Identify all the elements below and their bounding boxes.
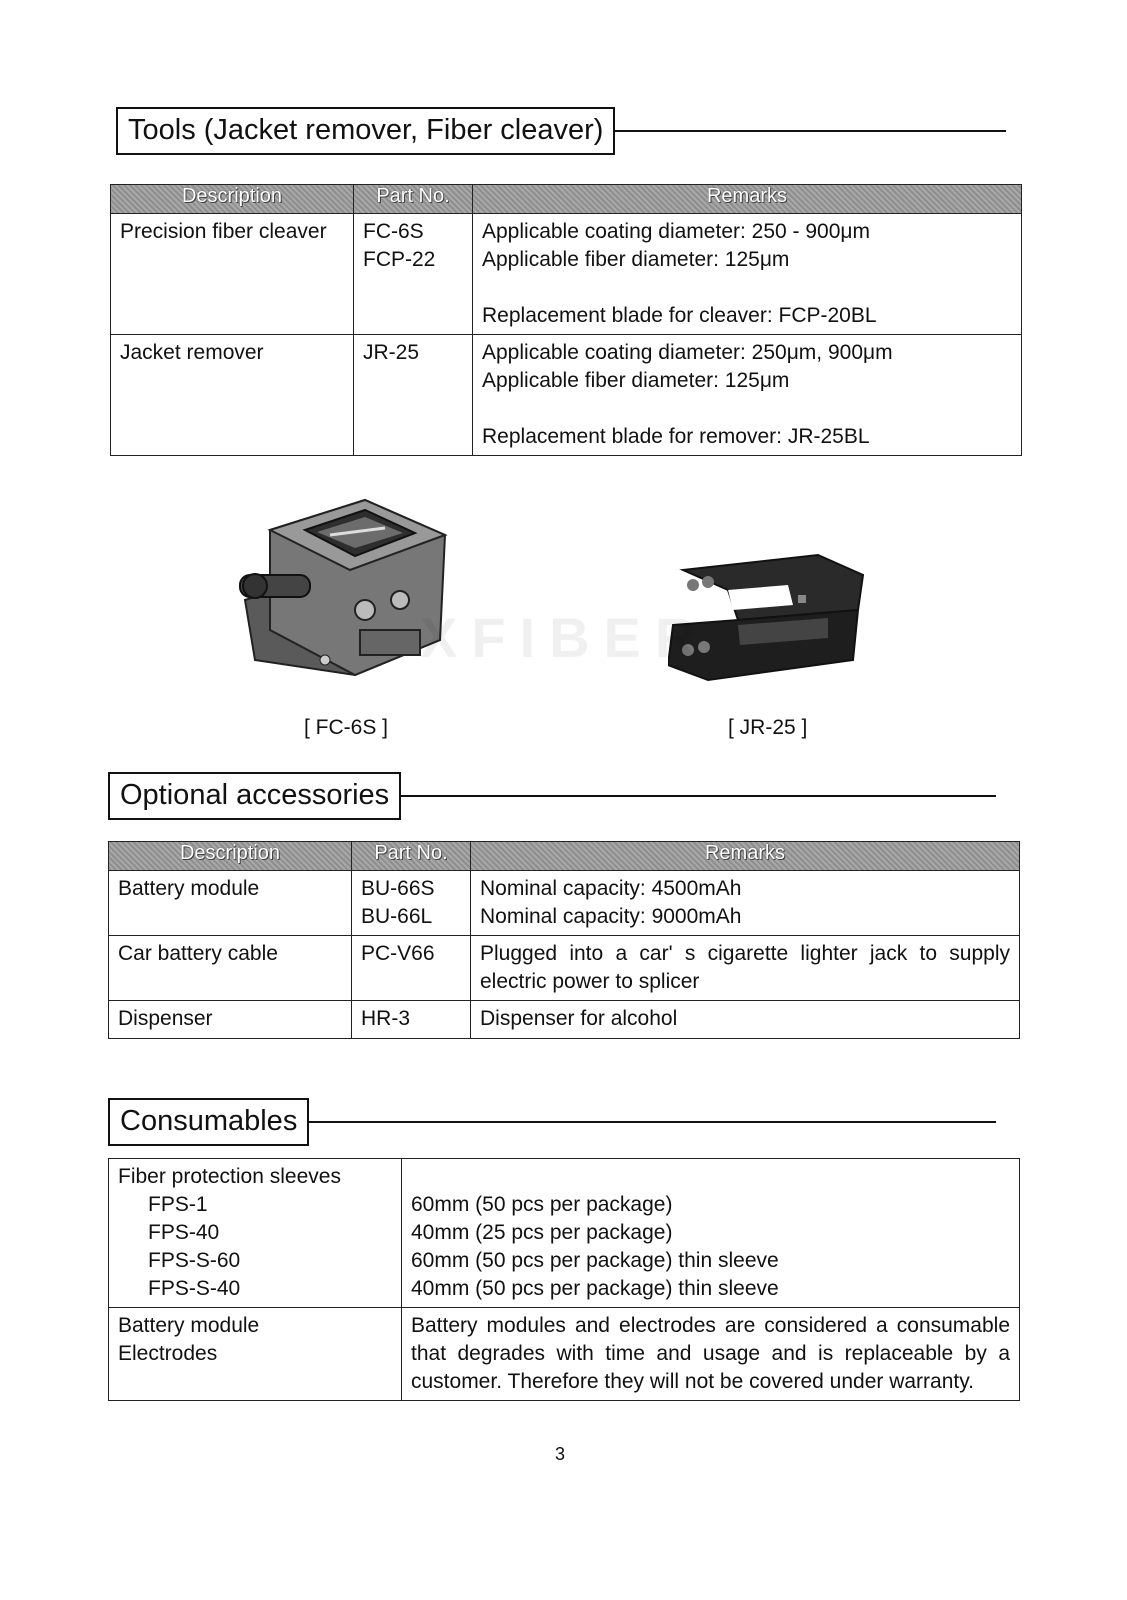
row-remark: Replacement blade for remover: JR-25BL	[482, 425, 870, 448]
optional-section-title	[108, 772, 996, 820]
row-part-no: BU-66S	[361, 877, 435, 900]
sleeve-spec: 40mm (25 pcs per package)	[411, 1221, 673, 1244]
table-row	[109, 1159, 1020, 1308]
optional-title: Optional accessories	[108, 772, 401, 820]
row-remark: Dispenser for alcohol	[480, 1007, 678, 1030]
row-remark: Replacement blade for cleaver: FCP-20BL	[482, 304, 877, 327]
row-remark: Nominal capacity: 9000mAh	[480, 905, 742, 928]
sleeve-name: FPS-1	[148, 1193, 208, 1216]
warranty-note: Battery modules and electrodes are considered a consumable that degrades with time and usage and is replaceable by a customer. Therefore they will not be covered under warranty.	[411, 1314, 1010, 1393]
row-description: Car battery cable	[118, 942, 278, 965]
optional-table	[108, 841, 1020, 1039]
row-remark: Applicable coating diameter: 250μm, 900μm	[482, 341, 893, 364]
row-description: Precision fiber cleaver	[120, 220, 327, 243]
consumable-item: Electrodes	[118, 1342, 218, 1365]
consumable-item: Battery module	[118, 1314, 260, 1337]
sleeve-spec: 40mm (50 pcs per package) thin sleeve	[411, 1277, 779, 1300]
consumables-section-title	[108, 1098, 996, 1146]
header-description: Description	[109, 842, 352, 871]
jr25-caption: [ JR-25 ]	[728, 716, 808, 739]
row-remark: Applicable fiber diameter: 125μm	[482, 369, 790, 392]
tools-section-title	[116, 107, 1006, 155]
page-number: 3	[555, 1444, 566, 1464]
table-row	[111, 335, 1022, 456]
title-rule	[309, 1121, 996, 1123]
row-part-no: PC-V66	[361, 942, 435, 965]
fc6s-caption: [ FC-6S ]	[304, 716, 389, 739]
row-part-no: FC-6S	[363, 220, 424, 243]
table-header-row	[111, 185, 1022, 214]
sleeve-name: FPS-S-60	[148, 1249, 241, 1272]
header-part-no: Part No.	[354, 185, 473, 214]
tools-table	[110, 184, 1022, 456]
row-part-no: JR-25	[363, 341, 420, 364]
title-rule	[401, 795, 996, 797]
row-remark: Applicable coating diameter: 250 - 900μm	[482, 220, 870, 243]
table-header-row	[109, 842, 1020, 871]
row-part-no: HR-3	[361, 1007, 411, 1030]
table-row	[111, 214, 1022, 335]
row-remark: Plugged into a car' s cigarette lighter jack to supply electric power to splicer	[480, 942, 1010, 993]
header-part-no: Part No.	[352, 842, 471, 871]
sleeve-spec: 60mm (50 pcs per package)	[411, 1193, 673, 1216]
header-description: Description	[111, 185, 354, 214]
sleeve-name: FPS-S-40	[148, 1277, 241, 1300]
table-row	[109, 936, 1020, 1001]
tools-title: Tools (Jacket remover, Fiber cleaver)	[116, 107, 615, 155]
table-row	[109, 1308, 1020, 1401]
sleeve-name: FPS-40	[148, 1221, 220, 1244]
row-part-no: BU-66L	[361, 905, 433, 928]
header-remarks: Remarks	[473, 185, 1022, 214]
header-remarks: Remarks	[471, 842, 1020, 871]
row-description: Jacket remover	[120, 341, 264, 364]
row-part-no: FCP-22	[363, 248, 436, 271]
row-description: Dispenser	[118, 1007, 213, 1030]
consumables-table	[108, 1158, 1020, 1401]
row-remark: Nominal capacity: 4500mAh	[480, 877, 742, 900]
row-description: Battery module	[118, 877, 260, 900]
title-rule	[615, 130, 1006, 132]
sleeve-spec: 60mm (50 pcs per package) thin sleeve	[411, 1249, 779, 1272]
table-row	[109, 1001, 1020, 1039]
watermark: XFIBER	[420, 606, 710, 669]
table-row	[109, 871, 1020, 936]
consumables-title: Consumables	[108, 1098, 309, 1146]
sleeves-heading: Fiber protection sleeves	[118, 1165, 341, 1188]
row-remark: Applicable fiber diameter: 125μm	[482, 248, 790, 271]
